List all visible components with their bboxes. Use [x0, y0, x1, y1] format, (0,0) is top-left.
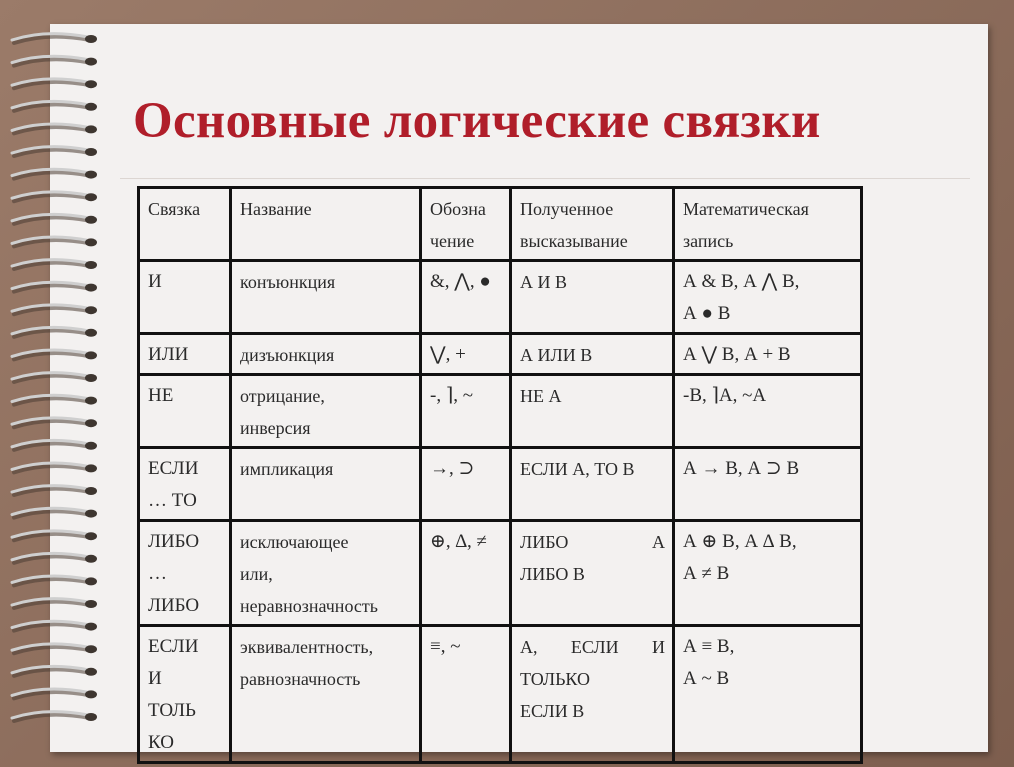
cell-notation — [421, 448, 511, 521]
cell-name — [231, 626, 421, 763]
ring-hole — [85, 351, 97, 359]
cell-notation — [421, 626, 511, 763]
header-text-line: Связка — [148, 199, 201, 219]
cell-name — [231, 521, 421, 626]
cell-notation — [421, 375, 511, 448]
cell-text-line: А ⋁ В, А + В — [683, 344, 791, 365]
ring-hole — [85, 261, 97, 269]
cell-text-line: А И В — [520, 272, 568, 292]
cell-math — [674, 334, 862, 375]
cell-text-line: ЛИБО — [148, 595, 200, 616]
cell-math — [674, 448, 862, 521]
cell-statement — [511, 261, 674, 334]
ring-hole — [85, 397, 97, 405]
cell-text-line: ЕСЛИ В — [520, 701, 585, 721]
cell-statement — [511, 448, 674, 521]
cell-connective — [139, 521, 231, 626]
cell-statement — [511, 375, 674, 448]
ring-hole — [85, 510, 97, 518]
ring-hole — [85, 600, 97, 608]
ring-hole — [85, 125, 97, 133]
cell-text-line: ЛИБО А — [520, 532, 665, 552]
cell-notation — [421, 261, 511, 334]
ring-hole — [85, 171, 97, 179]
cell-connective — [139, 626, 231, 763]
ring-hole — [85, 577, 97, 585]
header-name — [231, 188, 421, 261]
header-text-line: запись — [683, 231, 734, 251]
ring-hole — [85, 306, 97, 314]
cell-text-line: А ≡ В, — [683, 636, 735, 657]
page-title: Основные логические связки — [133, 93, 821, 149]
header-notation — [421, 188, 511, 261]
header-text-line: Название — [240, 199, 312, 219]
table-header-row — [139, 188, 862, 261]
cell-connective — [139, 334, 231, 375]
cell-text-line: конъюнкция — [240, 272, 336, 292]
cell-text-line: равнозначность — [240, 669, 361, 689]
cell-text-line: ⋁, + — [430, 344, 466, 365]
cell-text-line: … — [148, 563, 167, 584]
ring-hole — [85, 487, 97, 495]
ring-hole — [85, 713, 97, 721]
cell-text-line: ЛИБО В — [520, 564, 585, 584]
cell-text-line: ТОЛЬ — [148, 700, 196, 721]
cell-text-line: … ТО — [148, 490, 197, 511]
cell-text-line: А ИЛИ В — [520, 345, 593, 365]
ring-hole — [85, 284, 97, 292]
cell-statement — [511, 626, 674, 763]
cell-text-line: инверсия — [240, 418, 311, 438]
cell-text-line: ЛИБО — [148, 531, 200, 552]
header-text-line: высказывание — [520, 231, 628, 251]
cell-text-line: &, ⋀, ● — [430, 271, 491, 292]
ring-hole — [85, 532, 97, 540]
cell-text-line: А ~ В — [683, 668, 730, 689]
table-row — [139, 375, 862, 448]
cell-notation — [421, 334, 511, 375]
table-row — [139, 261, 862, 334]
cell-text-line: ИЛИ — [148, 344, 189, 365]
table-row — [139, 521, 862, 626]
cell-name — [231, 261, 421, 334]
cell-text-line: И — [148, 668, 162, 689]
ring-hole — [85, 555, 97, 563]
cell-connective — [139, 375, 231, 448]
ring-hole — [85, 442, 97, 450]
cell-text-line: А, ЕСЛИ И — [520, 637, 665, 657]
cell-math — [674, 521, 862, 626]
cell-text-line: или, — [240, 564, 273, 584]
ring-hole — [85, 148, 97, 156]
cell-text-line: неравнозначность — [240, 596, 378, 616]
cell-name — [231, 375, 421, 448]
table-row — [139, 448, 862, 521]
cell-text-line: И — [148, 271, 162, 292]
cell-text-line: А → В, А ⊃ В — [683, 458, 800, 479]
cell-text-line: А ⊕ В, А ∆ В, — [683, 531, 797, 552]
ring-hole — [85, 623, 97, 631]
cell-text-line: ЕСЛИ — [148, 636, 199, 657]
header-statement — [511, 188, 674, 261]
cell-math — [674, 375, 862, 448]
cell-text-line: отрицание, — [240, 386, 325, 406]
cell-text-line: ⊕, ∆, ≠ — [430, 531, 487, 552]
ring-hole — [85, 216, 97, 224]
ring-hole — [85, 35, 97, 43]
ring-hole — [85, 690, 97, 698]
ring-hole — [85, 645, 97, 653]
cell-text-line: исключающее — [240, 532, 349, 552]
ring-hole — [85, 419, 97, 427]
table-row — [139, 334, 862, 375]
cell-text-line: ЕСЛИ А, ТО В — [520, 459, 635, 479]
ring-hole — [85, 80, 97, 88]
header-connective — [139, 188, 231, 261]
title-divider — [120, 178, 970, 179]
cell-text-line: А ● В — [683, 303, 731, 324]
ring-hole — [85, 238, 97, 246]
ring-hole — [85, 58, 97, 66]
logic-connectives-table — [137, 186, 863, 764]
cell-text-line: ЕСЛИ — [148, 458, 199, 479]
cell-text-line: эквивалентность, — [240, 637, 374, 657]
cell-text-line: НЕ А — [520, 386, 562, 406]
cell-text-line: ≡, ~ — [430, 636, 461, 657]
cell-text-line: →, ⊃ — [430, 458, 475, 479]
header-text-line: Математическая — [683, 199, 809, 219]
ring-hole — [85, 668, 97, 676]
cell-text-line: А ≠ В — [683, 563, 730, 584]
cell-connective — [139, 261, 231, 334]
ring-hole — [85, 103, 97, 111]
ring-hole — [85, 193, 97, 201]
cell-math — [674, 261, 862, 334]
cell-text-line: НЕ — [148, 385, 174, 406]
cell-text-line: ТОЛЬКО — [520, 669, 590, 689]
header-text-line: чение — [430, 231, 475, 251]
cell-statement — [511, 521, 674, 626]
cell-text-line: импликация — [240, 459, 334, 479]
header-math — [674, 188, 862, 261]
ring-hole — [85, 329, 97, 337]
cell-name — [231, 448, 421, 521]
cell-notation — [421, 521, 511, 626]
cell-name — [231, 334, 421, 375]
cell-statement — [511, 334, 674, 375]
cell-text-line: -, ⌉, ~ — [430, 385, 474, 406]
header-text-line: Обозна — [430, 199, 486, 219]
ring-hole — [85, 374, 97, 382]
ring-hole — [85, 464, 97, 472]
cell-text-line: КО — [148, 732, 174, 753]
header-text-line: Полученное — [520, 199, 614, 219]
table-row — [139, 626, 862, 763]
cell-text-line: дизъюнкция — [240, 345, 335, 365]
spiral-binding — [0, 0, 120, 767]
cell-text-line: -В, ⌉А, ~А — [683, 385, 767, 406]
cell-text-line: А & В, А ⋀ В, — [683, 271, 800, 292]
cell-connective — [139, 448, 231, 521]
cell-math — [674, 626, 862, 763]
